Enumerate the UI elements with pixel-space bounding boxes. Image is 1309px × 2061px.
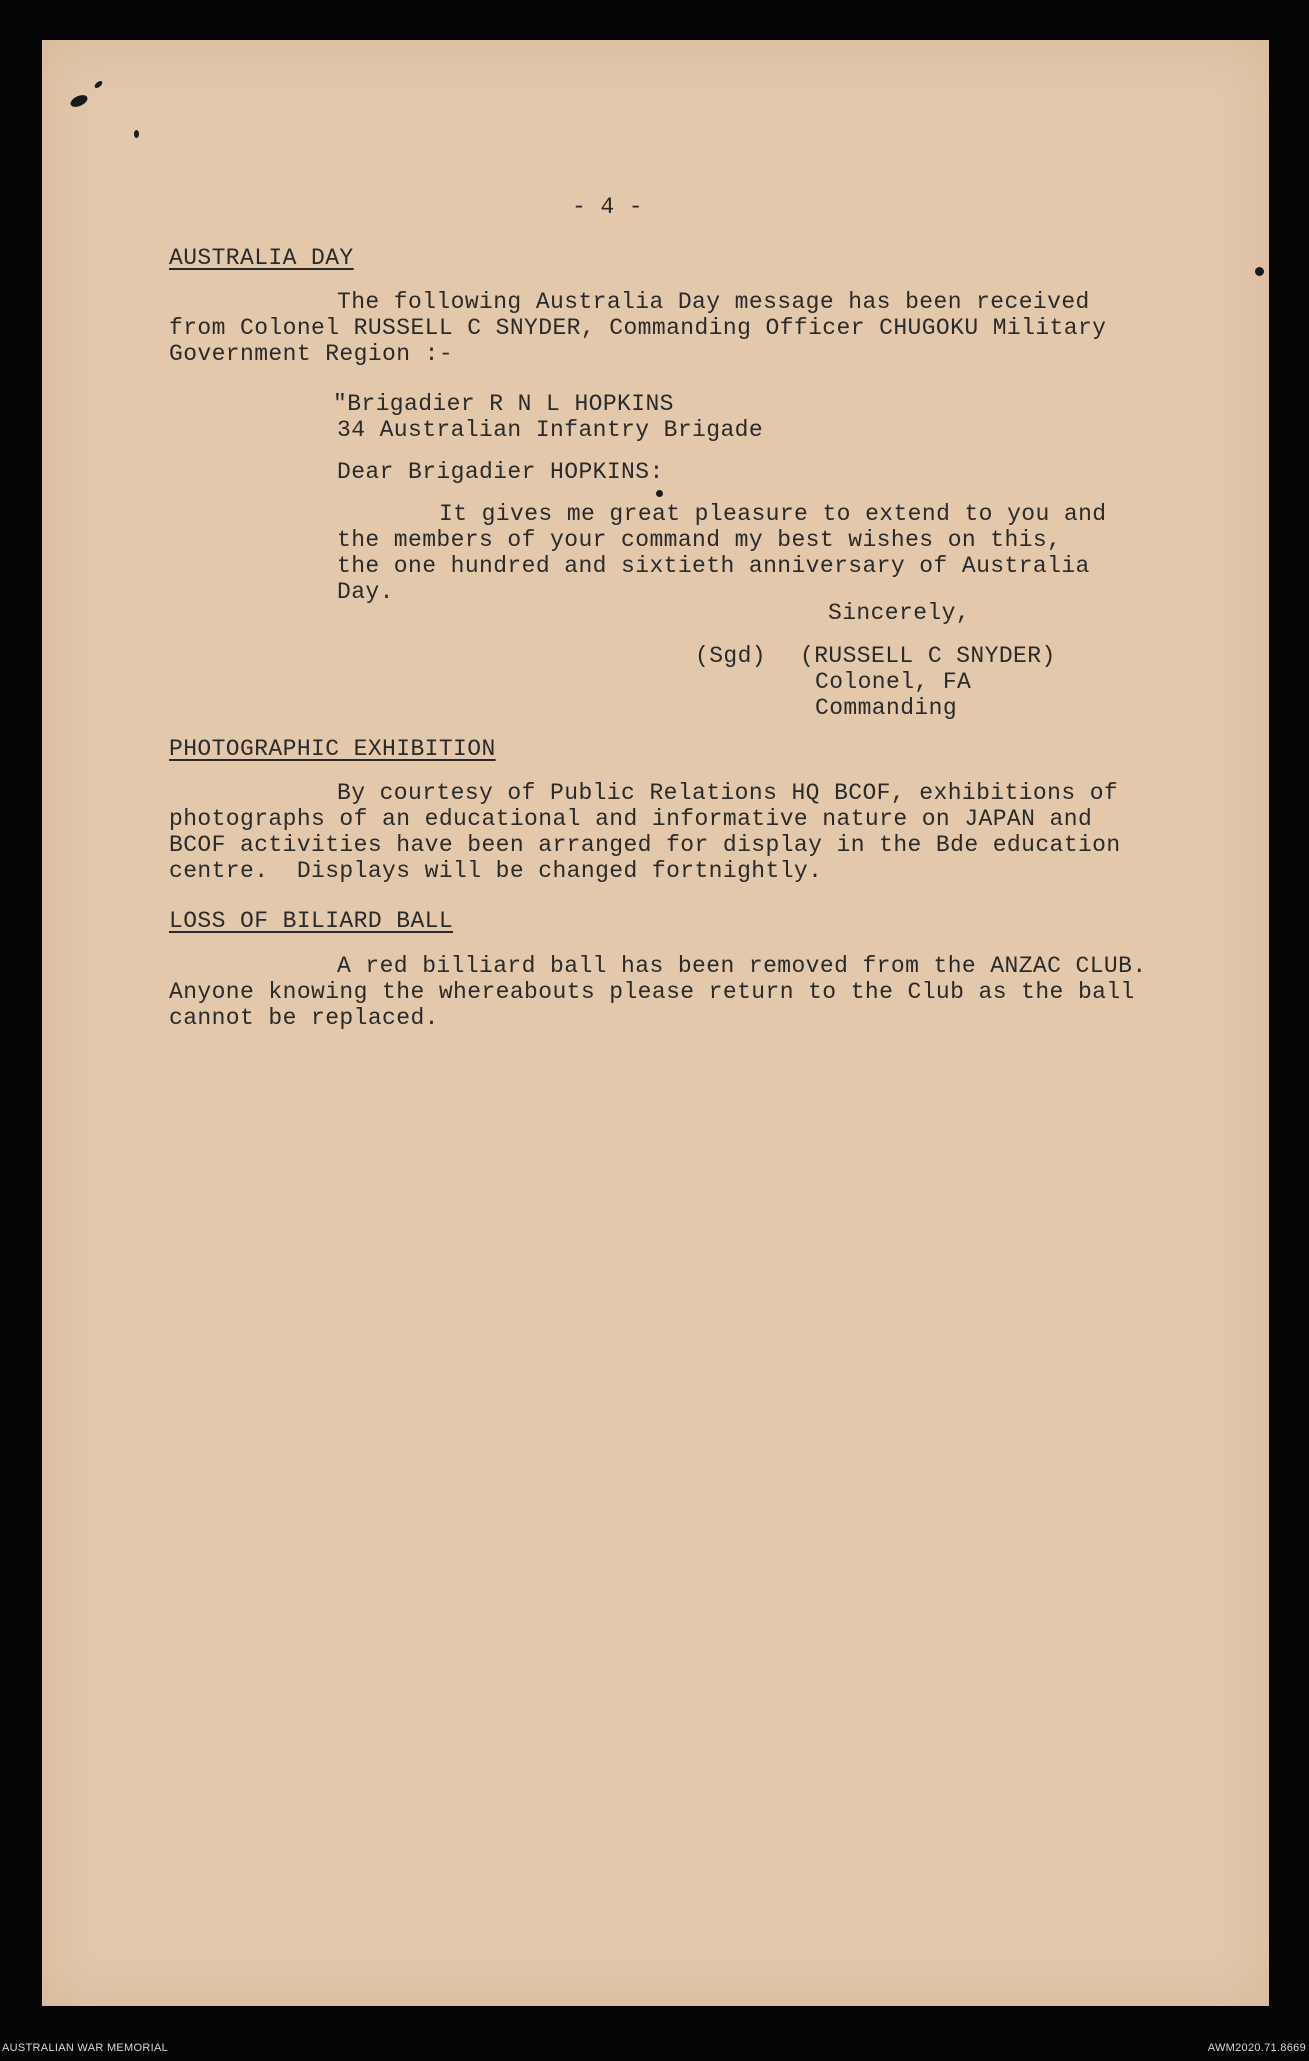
body-line: A red billiard ball has been removed from the ANZAC CLUB. [337,953,1147,979]
signature-line: Commanding [815,695,958,721]
section-heading-australia-day: AUSTRALIA DAY [169,245,354,271]
body-line: centre. Displays will be changed fortnightly. [169,858,823,884]
ink-speck [1255,267,1264,276]
message-line: Day. [337,579,394,605]
signed-marker: (Sgd) [695,643,767,669]
body-line: BCOF activities have been arranged for display in the Bde education [169,832,1121,858]
body-line: photographs of an educational and informative nature on JAPAN and [169,806,1093,832]
body-line: By courtesy of Public Relations HQ BCOF, exhibitions of [337,780,1119,806]
body-line: Anyone knowing the whereabouts please return to the Club as the ball [169,979,1135,1005]
intro-line: Government Region :- [169,341,454,367]
ink-speck [656,490,663,497]
document-page [42,40,1269,2006]
signature-line: (RUSSELL C SNYDER) [800,643,1056,669]
section-heading-photographic-exhibition: PHOTOGRAPHIC EXHIBITION [169,736,496,762]
signature-line: Colonel, FA [815,669,972,695]
message-line: It gives me great pleasure to extend to you and [439,501,1107,527]
addressee-line: "Brigadier R N L HOPKINS [333,391,674,417]
ink-speck [69,93,90,110]
ink-speck [134,130,139,138]
body-line: cannot be replaced. [169,1005,439,1031]
ink-speck [93,80,103,90]
addressee-line: 34 Australian Infantry Brigade [337,417,764,443]
message-line: the members of your command my best wishes on this, [337,527,1062,553]
intro-line: from Colonel RUSSELL C SNYDER, Commanding Officer CHUGOKU Military [169,315,1107,341]
page-number: - 4 - [572,194,644,220]
section-heading-loss-of-biliard-ball: LOSS OF BILIARD BALL [169,908,454,934]
salutation: Dear Brigadier HOPKINS: [337,459,664,485]
footer-accession-number: AWM2020.71.8669 [1207,2042,1306,2054]
message-line: the one hundred and sixtieth anniversary of Australia [337,553,1090,579]
closing: Sincerely, [828,600,971,626]
intro-line: The following Australia Day message has been received [337,289,1090,315]
footer-credit: AUSTRALIAN WAR MEMORIAL [2,2042,169,2054]
